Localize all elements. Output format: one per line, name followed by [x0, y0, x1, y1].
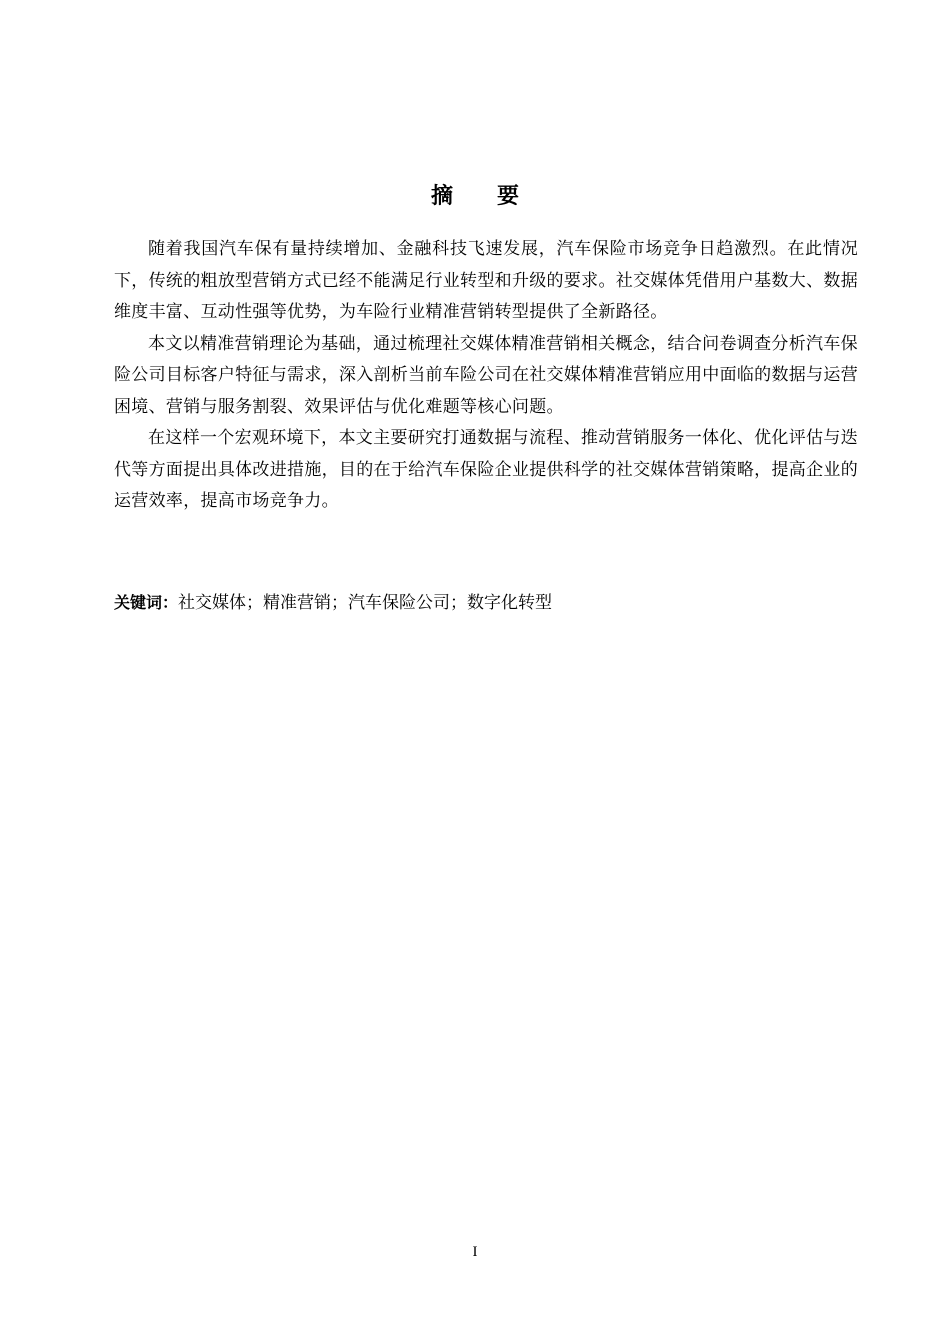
- abstract-paragraph-3: 在这样一个宏观环境下，本文主要研究打通数据与流程、推动营销服务一体化、优化评估与迭代等方面提出具体改进措施，目的在于给汽车保险企业提供科学的社交媒体营销策略，提高企业的运营效率，提高市场竞争力。: [114, 428, 858, 511]
- page-title: 摘要: [430, 184, 563, 209]
- abstract-paragraph-2: 本文以精准营销理论为基础，通过梳理社交媒体精准营销相关概念，结合问卷调查分析汽车保险公司目标客户特征与需求，深入剖析当前车险公司在社交媒体精准营销应用中面临的数据与运营困境、营销与服务割裂、效果评估与优化难题等核心问题。: [114, 333, 858, 417]
- page-number: I: [472, 1244, 478, 1260]
- keywords-label: 关键词：: [114, 593, 179, 612]
- abstract-body: [114, 234, 858, 518]
- keywords-line: [114, 590, 858, 616]
- keywords-text: 社交媒体；精准营销；汽车保险公司；数字化转型: [178, 593, 553, 613]
- abstract-paragraph-1: 随着我国汽车保有量持续增加、金融科技飞速发展，汽车保险市场竞争日趋激烈。在此情况下，传统的粗放型营销方式已经不能满足行业转型和升级的要求。社交媒体凭借用户基数大、数据维度丰富、互动性强等优势，为车险行业精准营销转型提供了全新路径。: [114, 239, 858, 322]
